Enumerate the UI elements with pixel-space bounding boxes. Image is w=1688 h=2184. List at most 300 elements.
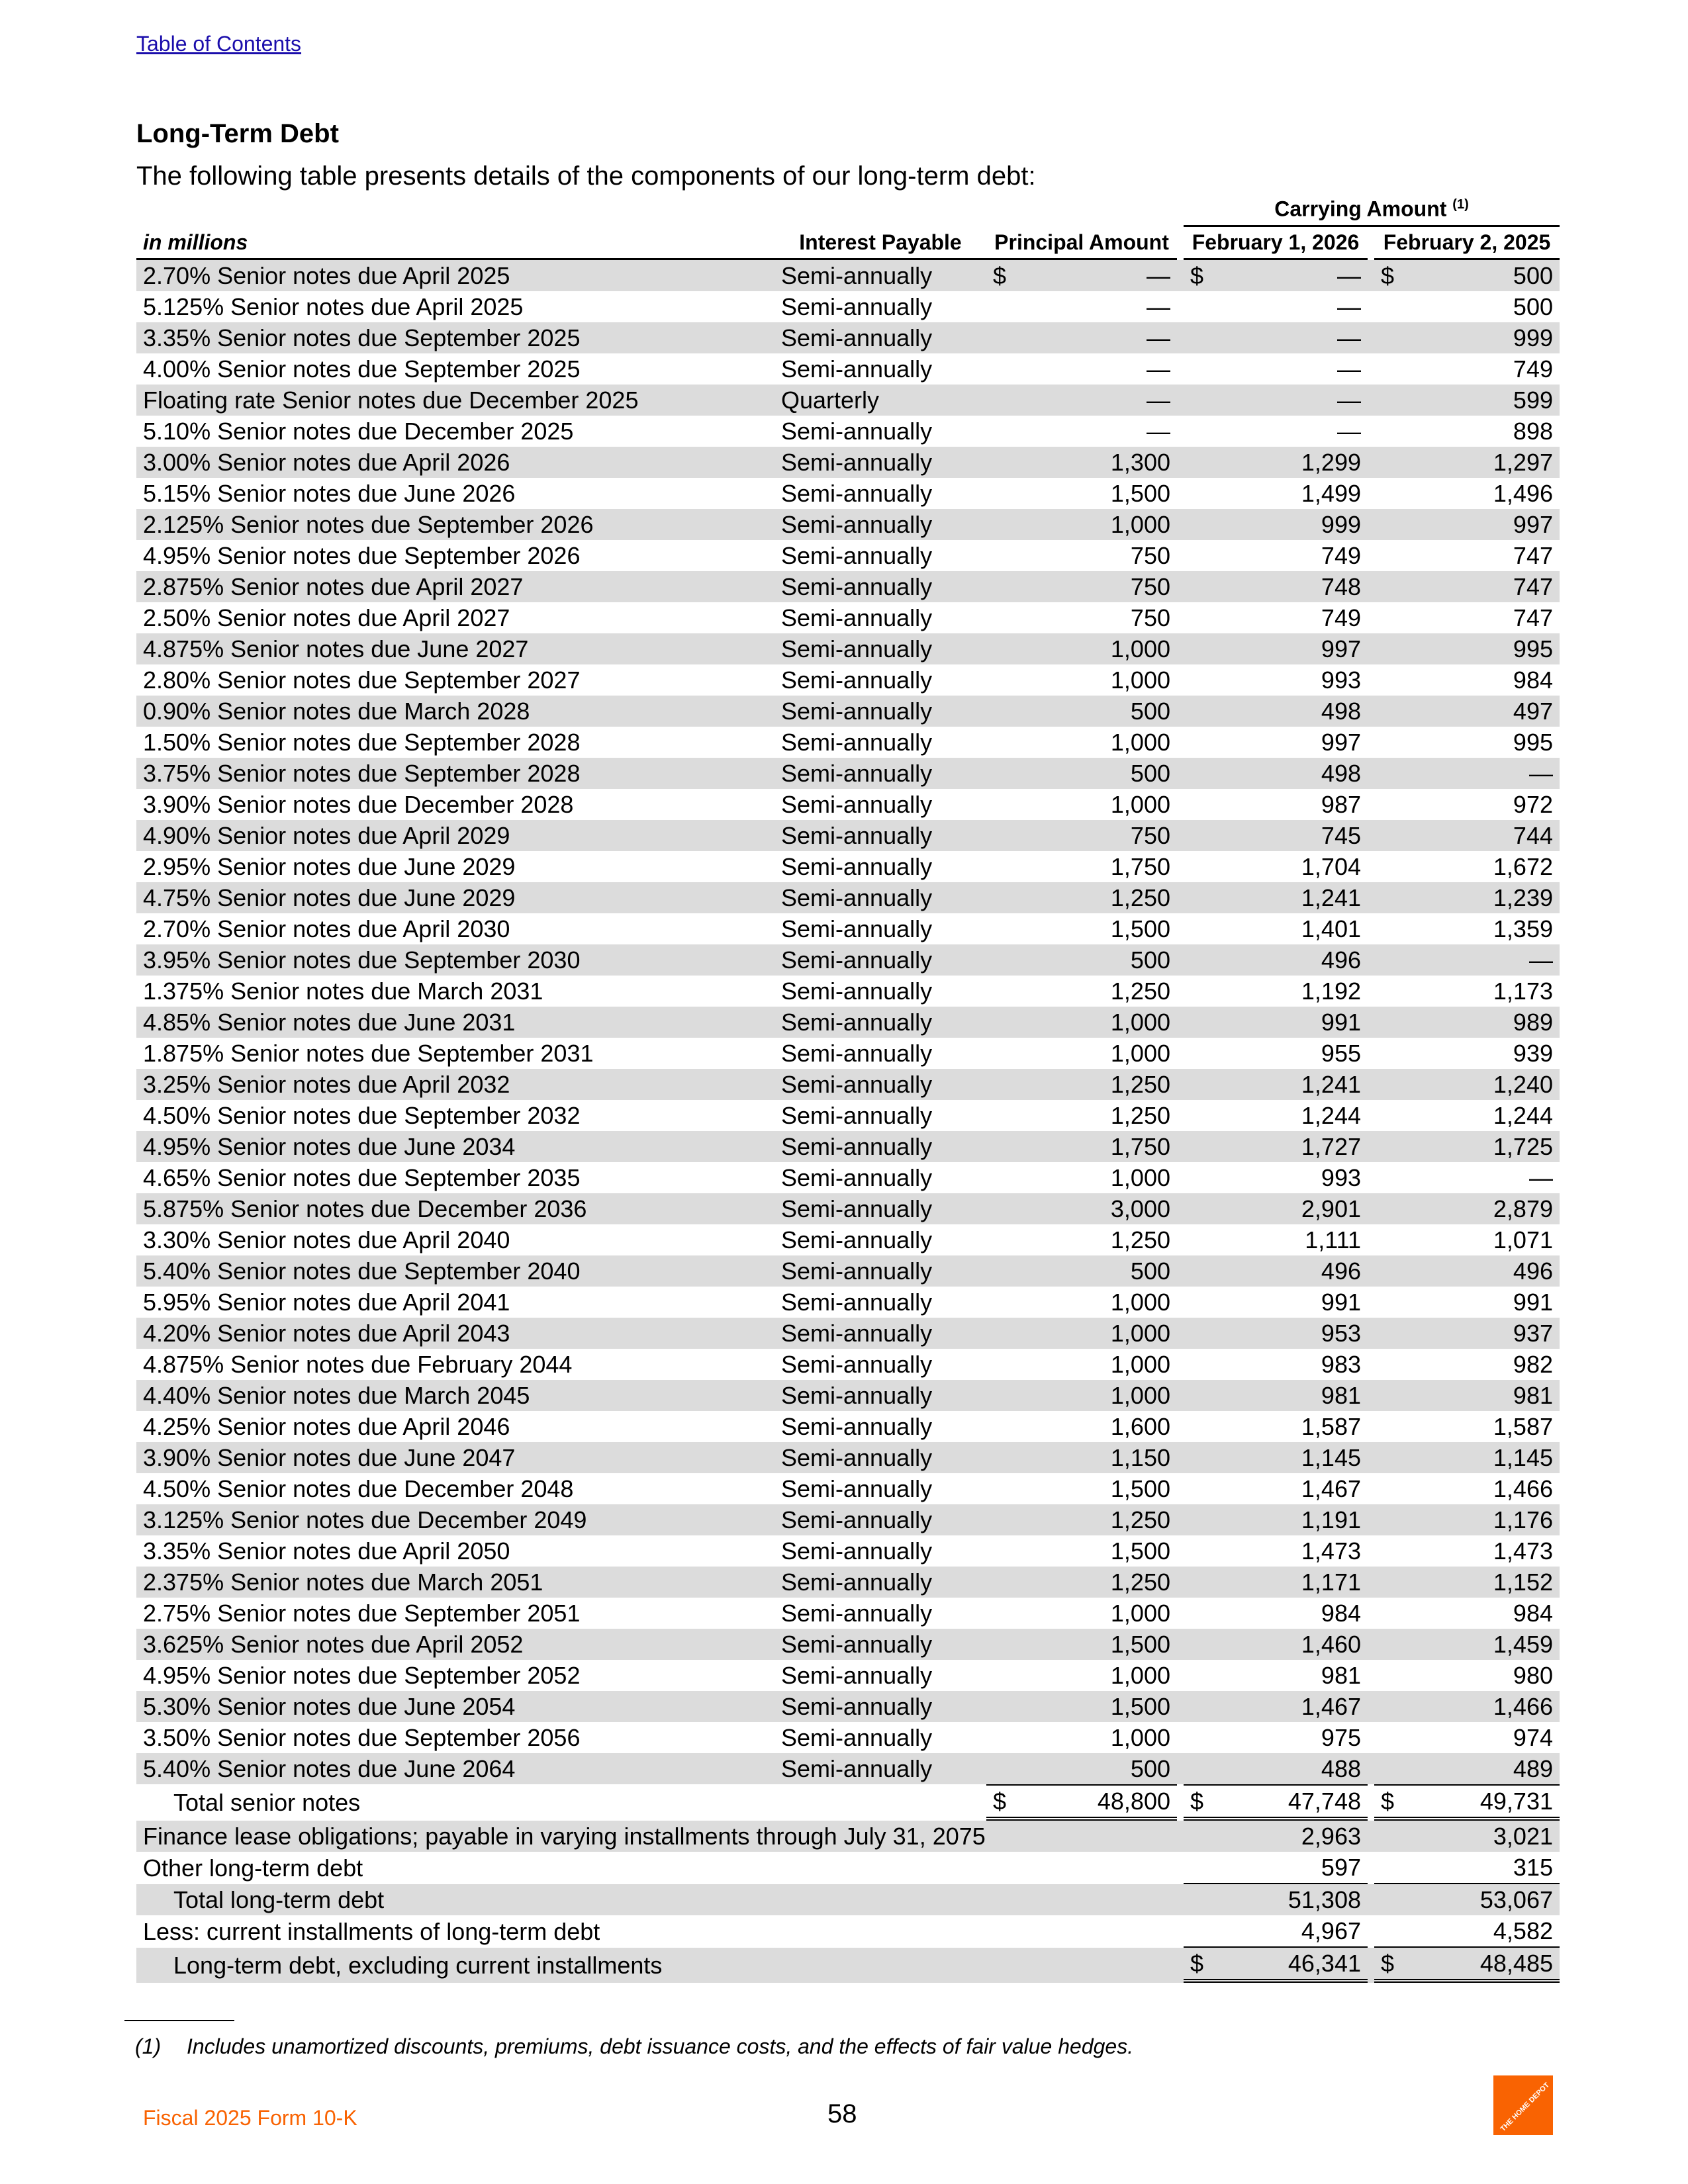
carrying-fy2025: 1,145: [1374, 1442, 1560, 1473]
principal-amount: 1,000: [1110, 790, 1170, 818]
note-description: 1.875% Senior notes due September 2031: [143, 1039, 594, 1067]
table-row: [136, 664, 1560, 696]
carrying-fy2026: 993: [1321, 1163, 1361, 1191]
note-description: 5.40% Senior notes due June 2064: [136, 1753, 774, 1784]
carrying-fy2025: 980: [1513, 1661, 1553, 1689]
fy2026-header: February 1, 2026: [1184, 227, 1368, 260]
note-description: 2.50% Senior notes due April 2027: [143, 604, 510, 631]
principal-amount: 500: [986, 758, 1177, 789]
principal-amount: 1,500: [986, 1691, 1177, 1722]
footnote-text: Includes unamortized discounts, premiums, debt issuance costs, and the effects of fair value hedges.: [187, 2034, 1134, 2058]
interest-payable: Semi-annually: [781, 666, 933, 694]
form-label: Fiscal 2025 Form 10-K: [143, 2106, 357, 2130]
table-of-contents-link[interactable]: Table of Contents: [136, 32, 302, 56]
carrying-fy2026: 1,145: [1184, 1442, 1368, 1473]
note-description: 2.375% Senior notes due March 2051: [136, 1567, 774, 1598]
table-row: [136, 1629, 1560, 1660]
interest-payable: Semi-annually: [774, 1131, 986, 1162]
carrying-fy2025: 497: [1374, 696, 1560, 727]
carrying-fy2025: 1,297: [1374, 447, 1560, 478]
table-row: [136, 1442, 1560, 1473]
interest-payable: Semi-annually: [781, 1163, 933, 1191]
interest-payable: Semi-annually: [774, 758, 986, 789]
interest-payable: Semi-annually: [781, 1537, 933, 1565]
table-row: [136, 1473, 1560, 1504]
carrying-fy2025: 2,879: [1374, 1193, 1560, 1224]
interest-payable: Semi-annually: [781, 1226, 933, 1253]
carrying-fy2025: 1,152: [1374, 1567, 1560, 1598]
interest-payable: Semi-annually: [774, 260, 986, 291]
interest-payable: Semi-annually: [781, 728, 933, 756]
principal-amount: 1,250: [986, 1069, 1177, 1100]
carrying-fy2025: 984: [1513, 666, 1553, 694]
interest-payable: Semi-annually: [781, 1475, 933, 1502]
carrying-fy2026: 991: [1321, 1288, 1361, 1316]
note-description: 4.95% Senior notes due June 2034: [136, 1131, 774, 1162]
table-row: [136, 509, 1560, 540]
footnote-marker: (1): [135, 2034, 162, 2058]
note-description: 3.30% Senior notes due April 2040: [143, 1226, 510, 1253]
carrying-fy2026: 1,473: [1301, 1537, 1361, 1565]
principal-amount: 750: [986, 820, 1177, 851]
carrying-fy2026: —: [1184, 385, 1368, 416]
note-description: 5.15% Senior notes due June 2026: [143, 479, 516, 507]
carrying-fy2025: $ 500: [1374, 260, 1560, 291]
carrying-fy2026: 1,111: [1305, 1226, 1361, 1253]
table-row: [136, 789, 1560, 820]
fy2-cell: 53,067: [1374, 1884, 1560, 1915]
carrying-fy2025: 496: [1374, 1255, 1560, 1287]
fy2-cell: $ 48,485: [1374, 1948, 1560, 1983]
principal-amount: 1,000: [1110, 1350, 1170, 1378]
carrying-fy2026: 993: [1321, 666, 1361, 694]
note-description: 4.40% Senior notes due March 2045: [136, 1380, 774, 1411]
table-row: [136, 1504, 1560, 1535]
carrying-fy2025: 1,359: [1493, 915, 1553, 942]
fy2025-header: February 2, 2025: [1374, 227, 1560, 260]
principal-amount: 750: [1130, 604, 1170, 631]
note-description: 3.625% Senior notes due April 2052: [136, 1629, 774, 1660]
note-description: 4.20% Senior notes due April 2043: [136, 1318, 774, 1349]
principal-amount: —: [986, 385, 1177, 416]
total-senior-notes-row: [136, 1784, 1560, 1821]
note-description: 3.90% Senior notes due December 2028: [143, 790, 574, 818]
table-row: [136, 1038, 1560, 1069]
carrying-fy2026: 1,244: [1301, 1101, 1361, 1129]
table-row: [136, 1349, 1560, 1380]
principal-amount: 500: [986, 696, 1177, 727]
principal-amount: 1,000: [1110, 1723, 1170, 1751]
table-row: [136, 1162, 1560, 1193]
interest-payable: Semi-annually: [774, 1504, 986, 1535]
principal-amount: —: [986, 322, 1177, 353]
carrying-fy2026: —: [1337, 417, 1361, 445]
interest-payable: Semi-annually: [774, 1691, 986, 1722]
currency-sign: $: [1190, 1949, 1204, 1977]
carrying-fy2026: 997: [1184, 633, 1368, 664]
currency-sign: $: [993, 1787, 1007, 1815]
principal-amount: 1,000: [986, 1007, 1177, 1038]
section-intro: The following table presents details of the components of our long-term debt:: [136, 161, 1036, 191]
carrying-fy2026: 991: [1184, 1007, 1368, 1038]
table-row: [136, 1380, 1560, 1411]
table-row: [136, 1567, 1560, 1598]
carrying-fy2026: 955: [1321, 1039, 1361, 1067]
table-row: [136, 571, 1560, 602]
interest-payable: Semi-annually: [774, 1255, 986, 1287]
principal-amount: 1,300: [986, 447, 1177, 478]
carrying-fy2026: 975: [1321, 1723, 1361, 1751]
carrying-fy2026: —: [1184, 322, 1368, 353]
interest-payable: Semi-annually: [774, 1007, 986, 1038]
fy1-cell: 597: [1184, 1852, 1368, 1884]
total-long-term-debt-row: [136, 1884, 1560, 1915]
interest-payable: Semi-annually: [781, 1412, 933, 1440]
principal-amount: 1,000: [986, 1318, 1177, 1349]
carrying-fy2026: 1,299: [1184, 447, 1368, 478]
interest-payable: Semi-annually: [774, 1629, 986, 1660]
note-description: 4.85% Senior notes due June 2031: [136, 1007, 774, 1038]
fy2-cell: $ 49,731: [1374, 1784, 1560, 1821]
carrying-fy2025: 749: [1513, 355, 1553, 383]
principal-amount: 1,250: [1110, 977, 1170, 1005]
carrying-fy2026: 488: [1184, 1753, 1368, 1784]
principal-amount: 1,250: [986, 882, 1177, 913]
table-row: [136, 291, 1560, 322]
carrying-fy2025: 1,459: [1374, 1629, 1560, 1660]
row-label: Total senior notes: [173, 1788, 361, 1816]
note-description: 3.75% Senior notes due September 2028: [136, 758, 774, 789]
carrying-fy2025: 974: [1513, 1723, 1553, 1751]
carrying-fy2026: —: [1337, 293, 1361, 320]
carrying-amount-header-row: [136, 189, 1560, 227]
interest-payable: Semi-annually: [774, 1753, 986, 1784]
note-description: 2.95% Senior notes due June 2029: [143, 852, 516, 880]
principal-amount: $ —: [986, 260, 1177, 291]
finance-lease-row: [136, 1821, 1560, 1852]
interest-payable: Semi-annually: [781, 1039, 933, 1067]
interest-payable: Semi-annually: [774, 1567, 986, 1598]
carrying-fy2025: 999: [1374, 322, 1560, 353]
table-row: [136, 478, 1560, 509]
note-description: 2.80% Senior notes due September 2027: [143, 666, 581, 694]
carrying-fy2026: 498: [1184, 758, 1368, 789]
note-description: 3.35% Senior notes due September 2025: [136, 322, 774, 353]
principal-amount: 1,000: [1110, 1163, 1170, 1191]
carrying-fy2025: 982: [1513, 1350, 1553, 1378]
carrying-fy2025: 1,244: [1493, 1101, 1553, 1129]
units-label: in millions: [136, 227, 774, 260]
interest-payable: Semi-annually: [774, 633, 986, 664]
principal-amount: 1,250: [1110, 1101, 1170, 1129]
carrying-fy2026: 498: [1184, 696, 1368, 727]
carrying-fy2026: 999: [1184, 509, 1368, 540]
interest-payable: Semi-annually: [774, 944, 986, 976]
carrying-fy2025: 1,473: [1493, 1537, 1553, 1565]
note-description: 2.70% Senior notes due April 2025: [136, 260, 774, 291]
carrying-fy2026: 981: [1321, 1661, 1361, 1689]
home-depot-logo: [1493, 2075, 1553, 2135]
carrying-fy2025: 898: [1513, 417, 1553, 445]
carrying-fy2025: 995: [1513, 728, 1553, 756]
carrying-fy2025: 1,725: [1374, 1131, 1560, 1162]
carrying-fy2025: 1,466: [1374, 1691, 1560, 1722]
fy1-cell: $ 46,341: [1184, 1948, 1368, 1983]
table-row: [136, 1131, 1560, 1162]
table-row: [136, 1753, 1560, 1784]
note-description: 4.25% Senior notes due April 2046: [143, 1412, 510, 1440]
interest-payable: Quarterly: [774, 385, 986, 416]
section-title: Long-Term Debt: [136, 119, 339, 148]
table-row: [136, 1193, 1560, 1224]
principal-amount: 1,500: [1110, 1537, 1170, 1565]
note-description: 4.00% Senior notes due September 2025: [143, 355, 581, 383]
interest-payable: Semi-annually: [774, 571, 986, 602]
long-term-debt-table: [136, 189, 1560, 1983]
principal-amount: 1,000: [1110, 728, 1170, 756]
carrying-fy2025: 1,240: [1374, 1069, 1560, 1100]
carrying-fy2026: 1,587: [1301, 1412, 1361, 1440]
carrying-fy2026: —: [1337, 355, 1361, 383]
interest-payable: Semi-annually: [781, 1723, 933, 1751]
carrying-fy2025: 747: [1513, 604, 1553, 631]
note-description: 4.875% Senior notes due February 2044: [143, 1350, 573, 1378]
principal-cell: $ 48,800: [986, 1784, 1177, 1821]
interest-payable: Semi-annually: [774, 447, 986, 478]
row-label: Long-term debt, excluding current installments: [136, 1948, 774, 1983]
carrying-fy2025: 747: [1513, 541, 1553, 569]
note-description: 1.375% Senior notes due March 2031: [143, 977, 543, 1005]
footnote-divider: [124, 2020, 234, 2021]
table-row: [136, 882, 1560, 913]
table-row: [136, 820, 1560, 851]
interest-payable: Semi-annually: [781, 1599, 933, 1627]
footnote-ref: (1): [1452, 197, 1469, 212]
table-row: [136, 1535, 1560, 1567]
carrying-fy2026: 1,460: [1184, 1629, 1368, 1660]
principal-amount: 1,250: [1110, 1226, 1170, 1253]
principal-amount: 500: [986, 1255, 1177, 1287]
table-row: [136, 1069, 1560, 1100]
principal-amount: 750: [986, 571, 1177, 602]
carrying-fy2026: 745: [1184, 820, 1368, 851]
carrying-fy2025: —: [1374, 758, 1560, 789]
table-row: [136, 758, 1560, 789]
interest-payable: Semi-annually: [781, 915, 933, 942]
note-description: 5.95% Senior notes due April 2041: [143, 1288, 510, 1316]
note-description: 5.40% Senior notes due September 2040: [136, 1255, 774, 1287]
note-description: 3.125% Senior notes due December 2049: [136, 1504, 774, 1535]
table-row: [136, 1318, 1560, 1349]
carrying-fy2025: 1,071: [1493, 1226, 1553, 1253]
table-row: [136, 944, 1560, 976]
table-row: [136, 976, 1560, 1007]
note-description: 5.875% Senior notes due December 2036: [136, 1193, 774, 1224]
table-row: [136, 447, 1560, 478]
carrying-fy2025: 744: [1374, 820, 1560, 851]
principal-amount: 500: [986, 944, 1177, 976]
carrying-fy2025: 1,176: [1374, 1504, 1560, 1535]
table-row: [136, 260, 1560, 291]
note-description: 4.95% Senior notes due September 2052: [143, 1661, 581, 1689]
table-row: [136, 385, 1560, 416]
interest-payable: Semi-annually: [774, 1380, 986, 1411]
carrying-fy2025: 1,496: [1493, 479, 1553, 507]
note-description: 4.50% Senior notes due December 2048: [143, 1475, 574, 1502]
carrying-fy2025: 989: [1374, 1007, 1560, 1038]
table-row: [136, 1660, 1560, 1691]
carrying-fy2026: 1,704: [1301, 852, 1361, 880]
principal-amount: 750: [1130, 541, 1170, 569]
note-description: Floating rate Senior notes due December 2025: [136, 385, 774, 416]
row-label: Finance lease obligations; payable in varying installments through July 31, 2075: [136, 1821, 1184, 1852]
currency-sign: $: [1381, 1949, 1395, 1977]
carrying-fy2025: 997: [1374, 509, 1560, 540]
carrying-fy2026: 984: [1321, 1599, 1361, 1627]
carrying-fy2026: 1,499: [1301, 479, 1361, 507]
interest-payable-header: Interest Payable: [774, 227, 986, 260]
interest-payable: Semi-annually: [781, 417, 933, 445]
principal-amount: 1,750: [1110, 852, 1170, 880]
principal-amount: 1,000: [1110, 1039, 1170, 1067]
carrying-fy2026: 1,171: [1184, 1567, 1368, 1598]
table-row: [136, 1598, 1560, 1629]
carrying-fy2025: 981: [1374, 1380, 1560, 1411]
principal-amount: 1,000: [986, 1380, 1177, 1411]
fy1-cell: 4,967: [1184, 1915, 1368, 1948]
carrying-fy2025: 991: [1513, 1288, 1553, 1316]
interest-payable: Semi-annually: [774, 882, 986, 913]
table-row: [136, 1255, 1560, 1287]
fy2-cell: 4,582: [1374, 1915, 1560, 1948]
ltd-excluding-current-row: [136, 1948, 1560, 1983]
carrying-fy2025: 500: [1513, 293, 1553, 320]
interest-payable: Semi-annually: [781, 293, 933, 320]
principal-amount: 1,000: [1110, 1288, 1170, 1316]
current-installments-row: [136, 1915, 1560, 1948]
note-description: 2.70% Senior notes due April 2030: [143, 915, 510, 942]
interest-payable: Semi-annually: [774, 509, 986, 540]
fy2-cell: 3,021: [1374, 1821, 1560, 1852]
other-debt-row: [136, 1852, 1560, 1884]
carrying-fy2025: 1,239: [1374, 882, 1560, 913]
table-row: [136, 851, 1560, 882]
carrying-fy2026: 1,241: [1184, 882, 1368, 913]
carrying-fy2026: 981: [1184, 1380, 1368, 1411]
carrying-fy2026: 1,192: [1301, 977, 1361, 1005]
principal-amount: 1,000: [1110, 1661, 1170, 1689]
interest-payable: Semi-annually: [781, 1350, 933, 1378]
table-row: [136, 727, 1560, 758]
principal-amount: 1,500: [1110, 1475, 1170, 1502]
principal-amount: —: [1147, 293, 1170, 320]
carrying-fy2026: 1,401: [1301, 915, 1361, 942]
note-description: 4.90% Senior notes due April 2029: [136, 820, 774, 851]
carrying-fy2026: $ —: [1184, 260, 1368, 291]
principal-amount: 1,500: [1110, 479, 1170, 507]
interest-payable: Semi-annually: [781, 1288, 933, 1316]
table-row: [136, 1007, 1560, 1038]
page-number: 58: [827, 2099, 857, 2128]
principal-amount: 1,250: [986, 1504, 1177, 1535]
fy2-cell: 315: [1374, 1852, 1560, 1884]
table-row: [136, 1411, 1560, 1442]
carrying-fy2026: 1,467: [1301, 1475, 1361, 1502]
currency-sign: $: [1190, 261, 1204, 289]
carrying-fy2025: 939: [1513, 1039, 1553, 1067]
note-description: 3.50% Senior notes due September 2056: [143, 1723, 581, 1751]
note-description: 5.30% Senior notes due June 2054: [136, 1691, 774, 1722]
interest-payable: Semi-annually: [781, 790, 933, 818]
interest-payable: Semi-annually: [781, 479, 933, 507]
principal-amount: 1,150: [986, 1442, 1177, 1473]
principal-amount: 1,750: [986, 1131, 1177, 1162]
carrying-fy2026: 496: [1184, 1255, 1368, 1287]
principal-amount: 1,500: [986, 1629, 1177, 1660]
interest-payable: Semi-annually: [774, 1442, 986, 1473]
table-row: [136, 322, 1560, 353]
currency-sign: $: [1381, 261, 1395, 289]
note-description: 3.25% Senior notes due April 2032: [136, 1069, 774, 1100]
carrying-fy2026: 749: [1321, 604, 1361, 631]
note-description: 2.875% Senior notes due April 2027: [136, 571, 774, 602]
carrying-fy2025: 995: [1374, 633, 1560, 664]
footnote: [135, 2034, 1133, 2059]
logo-text: THE HOME DEPOT: [1499, 2081, 1552, 2134]
note-description: 3.95% Senior notes due September 2030: [136, 944, 774, 976]
interest-payable: Semi-annually: [781, 1101, 933, 1129]
carrying-fy2026: 997: [1321, 728, 1361, 756]
principal-amount-header: Principal Amount: [986, 227, 1177, 260]
table-row: [136, 696, 1560, 727]
principal-amount: 500: [986, 1753, 1177, 1784]
currency-sign: $: [1381, 1787, 1395, 1815]
carrying-fy2025: 1,587: [1493, 1412, 1553, 1440]
principal-amount: 1,000: [1110, 666, 1170, 694]
interest-payable: Semi-annually: [774, 322, 986, 353]
table-row: [136, 353, 1560, 385]
interest-payable: Semi-annually: [781, 541, 933, 569]
fy1-cell: 2,963: [1184, 1821, 1368, 1852]
currency-sign: $: [993, 261, 1007, 289]
carrying-fy2025: 599: [1374, 385, 1560, 416]
note-description: 3.00% Senior notes due April 2026: [136, 447, 774, 478]
principal-amount: 1,000: [986, 633, 1177, 664]
interest-payable: Semi-annually: [781, 604, 933, 631]
note-description: 2.75% Senior notes due September 2051: [143, 1599, 581, 1627]
principal-amount: 1,250: [986, 1567, 1177, 1598]
note-description: 2.125% Senior notes due September 2026: [136, 509, 774, 540]
table-row: [136, 1224, 1560, 1255]
carrying-fy2026: 749: [1321, 541, 1361, 569]
carrying-fy2025: —: [1374, 944, 1560, 976]
note-description: 3.35% Senior notes due April 2050: [143, 1537, 510, 1565]
carrying-fy2025: 984: [1513, 1599, 1553, 1627]
table-row: [136, 1722, 1560, 1753]
carrying-amount-header: Carrying Amount $^{(1)}$: [1184, 189, 1560, 227]
interest-payable: Semi-annually: [781, 355, 933, 383]
note-description: 1.50% Senior notes due September 2028: [143, 728, 581, 756]
table-row: [136, 1691, 1560, 1722]
principal-amount: 1,000: [1110, 1599, 1170, 1627]
carrying-fy2026: 987: [1321, 790, 1361, 818]
note-description: 4.95% Senior notes due September 2026: [143, 541, 581, 569]
currency-sign: $: [1190, 1787, 1204, 1815]
carrying-fy2026: 953: [1184, 1318, 1368, 1349]
carrying-fy2025: 937: [1374, 1318, 1560, 1349]
interest-payable: Semi-annually: [774, 1193, 986, 1224]
note-description: 5.125% Senior notes due April 2025: [143, 293, 524, 320]
